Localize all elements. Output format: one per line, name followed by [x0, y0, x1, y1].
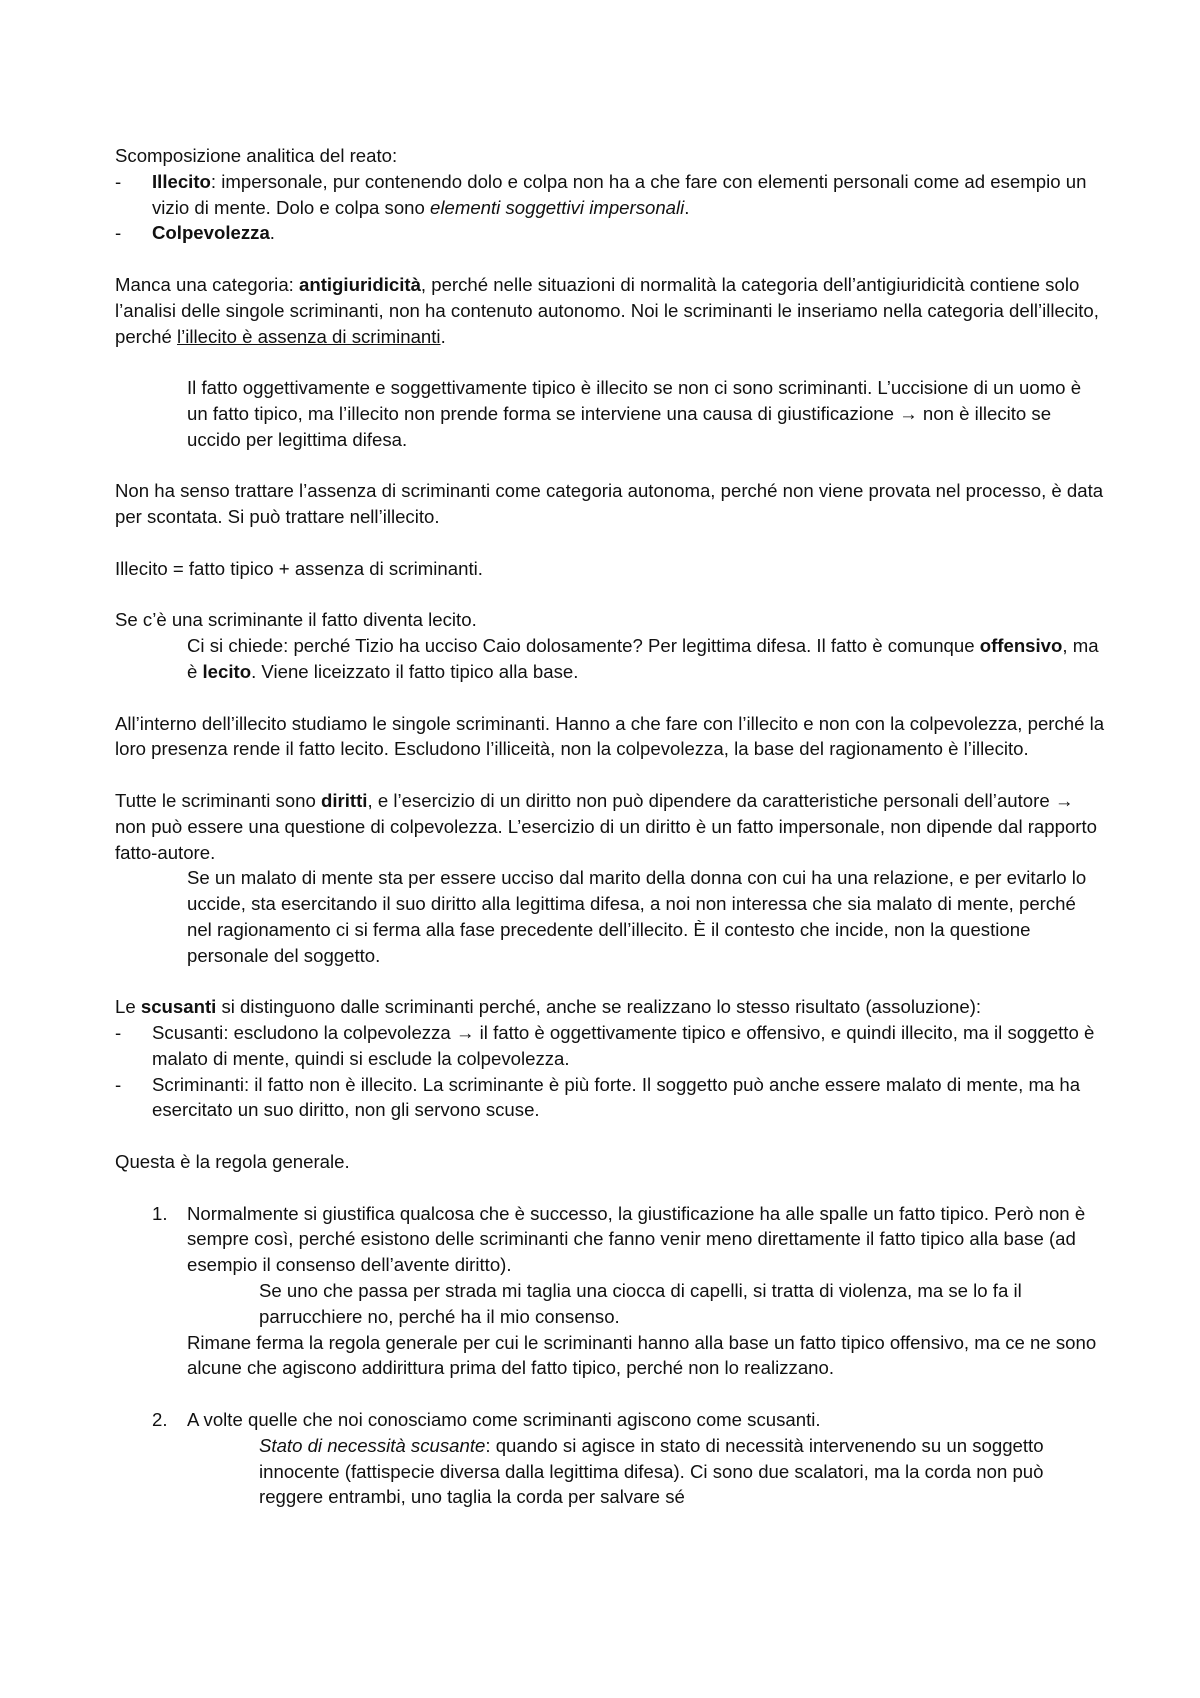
- blank-line: [115, 762, 1105, 788]
- bold-text: Illecito: [152, 170, 211, 192]
- bold-text: scusanti: [140, 996, 217, 1018]
- list-item-text: [152, 1022, 1094, 1069]
- list-dash-marker: -: [115, 222, 122, 244]
- text-run: Rimane ferma la regola generale per cui le scriminanti hanno alla base un fatto tipico offensivo, ma ce ne sono alcune che agiscono addirittura prima del fatto tipico, perché non lo realizzano.: [187, 1331, 1097, 1379]
- paragraph: [115, 556, 1105, 582]
- blank-line: [115, 1381, 1105, 1407]
- list-item: [115, 1020, 1105, 1072]
- italic-text: elementi soggettivi impersonali: [430, 196, 685, 218]
- text-run: : quando si agisce in stato di necessità intervenendo su un soggetto innocente (fattispecie diversa dalla legittima difesa). Ci sono due scalatori, ma la corda non può reggere entrambi, uno taglia la corda per salvare sé: [259, 1434, 1044, 1508]
- text-run: Tutte le scriminanti sono: [115, 789, 321, 811]
- italic-text: Stato di necessità scusante: [259, 1434, 486, 1456]
- blank-line: [115, 685, 1105, 711]
- indented-paragraph: [187, 633, 1105, 685]
- blank-line: [115, 1175, 1105, 1201]
- text-run: Se un malato di mente sta per essere ucciso dal marito della donna con cui ha una relazione, e per evitarlo lo uccide, sta esercitando il suo diritto alla legittima difesa, a noi non interessa che sia malato di mente, perché nel ragionamento ci si ferma alla fase precedente dell’illecito. È il contesto che incide, non la questione personale del soggetto.: [187, 867, 1087, 966]
- text-run: Non ha senso trattare l’assenza di scriminanti come categoria autonoma, perché non viene provata nel processo, è data per scontata. Si può trattare nell’illecito.: [115, 480, 1104, 528]
- list-dash-marker: -: [115, 170, 122, 192]
- text-run: . Viene liceizzato il fatto tipico alla base.: [251, 660, 579, 682]
- numbered-item: [115, 1201, 1105, 1382]
- text-run: Normalmente si giustifica qualcosa che è successo, la giustificazione ha alle spalle un fatto tipico. Però non è sempre così, perché esistono delle scriminanti che fanno venir meno direttamente il fatto tipico alla base (ad esempio il consenso dell’avente diritto).: [187, 1202, 1086, 1276]
- list-item-text: [152, 171, 1086, 218]
- bullet-list: [115, 1020, 1105, 1123]
- text-run: Scriminanti: il fatto non è illecito. La scriminante è più forte. Il soggetto può anche essere malato di mente, ma ha esercitato un suo diritto, non gli servono scuse.: [152, 1073, 1081, 1121]
- blank-line: [115, 246, 1105, 272]
- text-run: Ci si chiede: perché Tizio ha ucciso Caio dolosamente? Per legittima difesa. Il fatto è comunque: [187, 635, 980, 657]
- list-item: [115, 169, 1105, 221]
- blank-line: [115, 453, 1105, 479]
- text-run: All’interno dell’illecito studiamo le singole scriminanti. Hanno a che fare con l’illecito e non con la colpevolezza, perché la loro presenza rende il fatto lecito. Escludono l’illiceità, non la colpevolezza, la base del ragionamento è l’illecito.: [115, 712, 1105, 760]
- underlined-text: l’illecito è assenza di scriminanti: [177, 325, 441, 347]
- text-run: Se uno che passa per strada mi taglia una ciocca di capelli, si tratta di violenza, ma se lo fa il parrucchiere no, perché ha il mio consenso.: [259, 1280, 1022, 1327]
- text-run: Le: [115, 996, 141, 1018]
- paragraph: [115, 272, 1105, 349]
- list-dash-marker: -: [115, 1073, 122, 1095]
- list-item-text: [152, 1074, 1080, 1121]
- item-paragraph: [187, 1407, 1105, 1433]
- text-run: , ma è: [187, 635, 1099, 682]
- paragraph: [115, 478, 1105, 530]
- bold-text: lecito: [202, 660, 252, 682]
- item-paragraph: [187, 1330, 1105, 1382]
- text-run: Manca una categoria:: [115, 273, 299, 295]
- item-number: 1.: [152, 1202, 168, 1224]
- bold-text: offensivo: [979, 635, 1063, 657]
- text-run: Scomposizione analitica del reato:: [115, 145, 398, 166]
- numbered-item: [115, 1407, 1105, 1510]
- bold-text: diritti: [321, 789, 368, 811]
- text-run: : impersonale, pur contenendo dolo e colpa non ha a che fare con elementi personali come ad esempio un vizio di mente. Dolo e colpa sono: [152, 170, 1087, 218]
- blank-line: [115, 582, 1105, 608]
- text-run: si distinguono dalle scriminanti perché, anche se realizzano lo stesso risultato (assoluzione):: [216, 996, 982, 1018]
- paragraph: [115, 1149, 1105, 1175]
- example-paragraph: [259, 1433, 1105, 1510]
- blank-line: [115, 349, 1105, 375]
- text-run: , e l’esercizio di un diritto non può dipendere da caratteristiche personali dell’autore → non può essere una questione di colpevolezza. L’esercizio di un diritto è un fatto impersonale, non dipende dal rapporto fatto-autore.: [115, 789, 1097, 863]
- blank-line: [115, 530, 1105, 556]
- numbered-item-body: [187, 1407, 1105, 1510]
- blank-line: [115, 1123, 1105, 1149]
- list-item-text: [152, 222, 275, 243]
- text-run: .: [440, 325, 446, 347]
- text-run: Il fatto oggettivamente e soggettivamente tipico è illecito se non ci sono scriminanti. L’uccisione di un uomo è un fatto tipico, ma l’illecito non prende forma se interviene una causa di giustificazione → non è illecito se uccido per legittima difesa.: [187, 377, 1082, 450]
- example-paragraph: [259, 1278, 1105, 1330]
- indented-paragraph: [187, 865, 1105, 968]
- paragraph: [115, 711, 1105, 763]
- bold-text: Colpevolezza: [152, 222, 270, 244]
- item-number: 2.: [152, 1409, 168, 1431]
- paragraph: [115, 994, 1105, 1020]
- bullet-list: [115, 169, 1105, 246]
- text-run: .: [684, 196, 690, 218]
- blank-line: [115, 969, 1105, 995]
- document-body: [115, 143, 1105, 1510]
- text-run: , perché nelle situazioni di normalità la categoria dell’antigiuridicità contiene solo l’analisi delle singole scriminanti, non ha contenuto autonomo. Noi le scriminanti le inseriamo nella categoria dell’illecito, perché: [115, 273, 1099, 347]
- list-dash-marker: -: [115, 1022, 122, 1044]
- list-item: [115, 1072, 1105, 1124]
- text-run: Questa è la regola generale.: [115, 1151, 350, 1173]
- text-run: .: [269, 222, 275, 244]
- text-run: A volte quelle che noi conosciamo come scriminanti agiscono come scusanti.: [187, 1409, 821, 1431]
- text-run: Illecito = fatto tipico + assenza di scriminanti.: [115, 557, 483, 579]
- bold-text: antigiuridicità: [299, 273, 421, 295]
- indented-paragraph: [187, 375, 1105, 452]
- item-paragraph: [187, 1201, 1105, 1278]
- paragraph: [115, 143, 1105, 169]
- list-item: [115, 220, 1105, 246]
- paragraph: [115, 788, 1105, 865]
- text-run: Se c’è una scriminante il fatto diventa lecito.: [115, 609, 477, 631]
- text-run: Scusanti: escludono la colpevolezza → il fatto è oggettivamente tipico e offensivo, e quindi illecito, ma il soggetto è malato di mente, quindi si esclude la colpevolezza.: [152, 1022, 1095, 1069]
- paragraph: [115, 607, 1105, 633]
- numbered-item-body: [187, 1201, 1105, 1382]
